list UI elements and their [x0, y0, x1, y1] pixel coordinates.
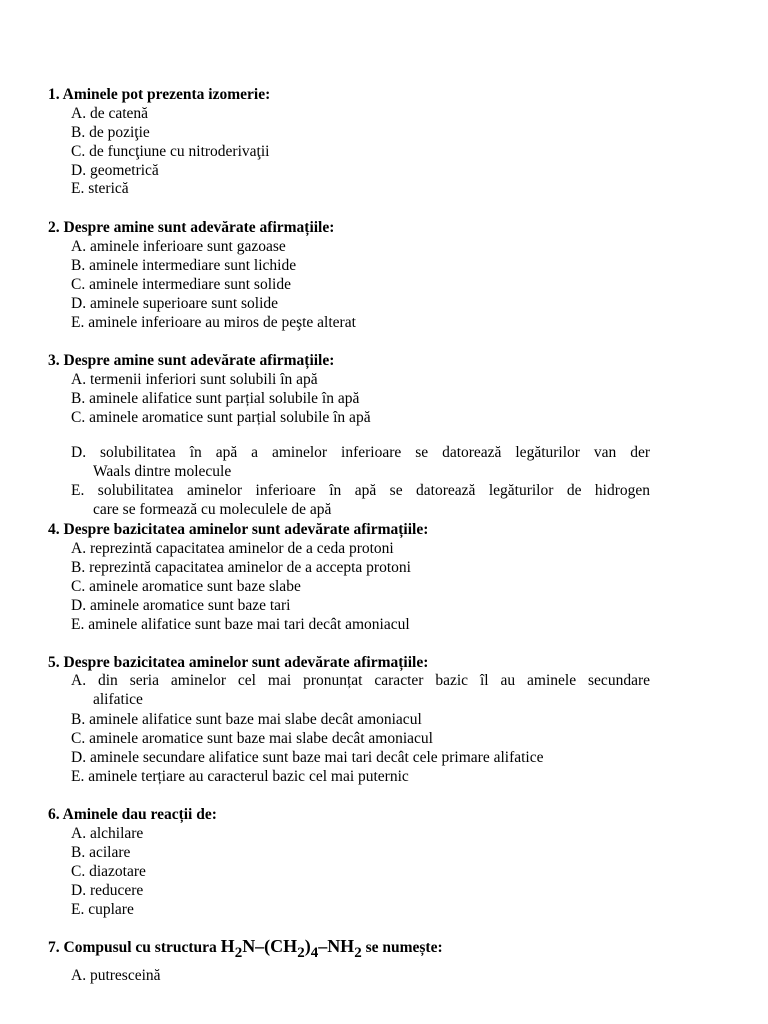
q2-option-a: A. aminele inferioare sunt gazoase [71, 238, 286, 255]
q6-option-e: E. cuplare [71, 901, 134, 918]
q3-option-e-line1: E. solubilitatea aminelor inferioare în apă se datorează legăturilor de hidrogen [71, 482, 650, 499]
q5-option-a-line2: alifatice [93, 690, 143, 708]
q4-option-a: A. reprezintă capacitatea aminelor de a ceda protoni [71, 540, 394, 557]
q7-formula [220, 936, 362, 961]
q6-option-c: C. diazotare [71, 863, 146, 880]
q7-title-suffix: se numește: [361, 939, 443, 956]
question-4-title: 4. Despre bazicitatea aminelor sunt adevărate afirmațiile: [48, 521, 429, 538]
q5-option-a-line1: A. din seria aminelor cel mai pronunțat caracter bazic îl au aminele secundare [71, 672, 650, 689]
q3-option-d [71, 444, 650, 481]
q4-option-c: C. aminele aromatice sunt baze slabe [71, 578, 301, 595]
formula-subscript: 2 [354, 945, 362, 961]
q4-option-d: D. aminele aromatice sunt baze tari [71, 597, 291, 614]
formula-part: H [220, 936, 235, 956]
q5-option-c: C. aminele aromatice sunt baze mai slabe decât amoniacul [71, 730, 433, 747]
q3-option-c: C. aminele aromatice sunt parțial solubile în apă [71, 409, 371, 426]
q2-option-c: C. aminele intermediare sunt solide [71, 276, 291, 293]
formula-part: –NH [318, 936, 355, 956]
q6-option-a: A. alchilare [71, 825, 144, 842]
q7-title-prefix: 7. Compusul cu structura [48, 939, 221, 956]
question-7-title [48, 936, 443, 961]
q3-option-a: A. termenii inferiori sunt solubili în apă [71, 371, 318, 388]
q1-option-a: A. de catenă [71, 105, 149, 122]
q1-option-e: E. sterică [71, 180, 129, 197]
formula-subscript: 4 [310, 945, 319, 961]
q2-option-b: B. aminele intermediare sunt lichide [71, 257, 297, 274]
question-6-title: 6. Aminele dau reacții de: [48, 806, 217, 823]
q7-option-a: A. putresceină [71, 967, 161, 984]
q3-option-d-line1: D. solubilitatea în apă a aminelor inferioare se datorează legăturilor van der [71, 444, 650, 461]
q1-option-c: C. de funcţiune cu nitroderivaţii [71, 143, 270, 160]
q2-option-e: E. aminele inferioare au miros de peşte alterat [71, 314, 356, 331]
q3-option-b: B. aminele alifatice sunt parțial solubile în apă [71, 390, 360, 407]
question-5-title: 5. Despre bazicitatea aminelor sunt adevărate afirmațiile: [48, 654, 429, 671]
q5-option-e: E. aminele terțiare au caracterul bazic cel mai puternic [71, 768, 409, 785]
q5-option-d: D. aminele secundare alifatice sunt baze mai tari decât cele primare alifatice [71, 749, 544, 766]
question-1-title: 1. Aminele pot prezenta izomerie: [48, 86, 271, 103]
q3-option-d-line2: Waals dintre molecule [93, 462, 232, 480]
q1-option-b: B. de poziţie [71, 124, 150, 141]
question-3-title: 3. Despre amine sunt adevărate afirmațiile: [48, 352, 335, 369]
q6-option-d: D. reducere [71, 882, 144, 899]
q6-option-b: B. acilare [71, 844, 131, 861]
formula-subscript: 2 [297, 945, 305, 961]
question-2-title: 2. Despre amine sunt adevărate afirmațiile: [48, 219, 335, 236]
q4-option-e: E. aminele alifatice sunt baze mai tari decât amoniacul [71, 616, 410, 633]
q3-option-e [71, 482, 650, 519]
q4-option-b: B. reprezintă capacitatea aminelor de a accepta protoni [71, 559, 411, 576]
q5-option-b: B. aminele alifatice sunt baze mai slabe decât amoniacul [71, 711, 422, 728]
q1-option-d: D. geometrică [71, 162, 159, 179]
formula-subscript: 2 [234, 945, 243, 961]
q2-option-d: D. aminele superioare sunt solide [71, 295, 279, 312]
formula-part: ) [304, 936, 311, 956]
q3-option-e-line2: care se formează cu moleculele de apă [93, 500, 332, 518]
formula-part: N–(CH [242, 936, 298, 956]
q5-option-a [71, 672, 650, 709]
